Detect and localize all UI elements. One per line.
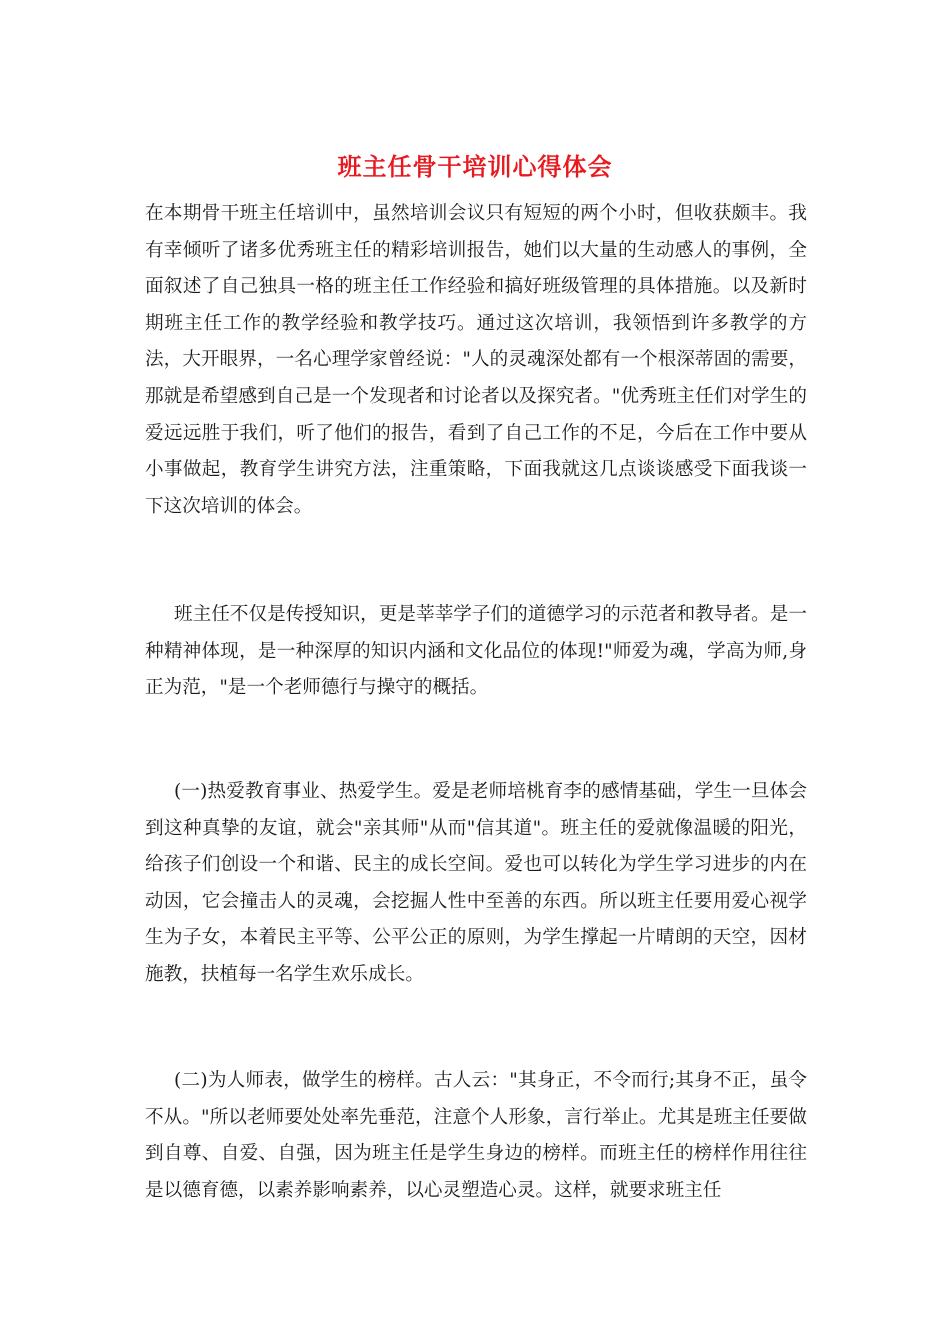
paragraph-teacher-role: 班主任不仅是传授知识，更是莘莘学子们的道德学习的示范者和教导者。是一种精神体现，是一种深厚的知识内涵和文化品位的体现!"师爱为魂，学高为师,身正为范，"是一个老师德行与操守的概括。 (145, 604, 807, 699)
paragraph-section-two: (二)为人师表，做学生的榜样。古人云："其身正，不令而行;其身不正，虽令不从。"所以老师要处处率先垂范，注意个人形象，言行举止。尤其是班主任要做到自尊、自爱、自强，因为班主任是学生身边的榜样。而班主任的榜样作用往往是以德育德，以素养影响素养，以心灵塑造心灵。这样，就要求班主任 (145, 1070, 807, 1201)
paragraph-section-one: (一)热爱教育事业、热爱学生。爱是老师培桃育李的感情基础，学生一旦体会到这种真挚的友谊，就会"亲其师"从而"信其道"。班主任的爱就像温暖的阳光，给孩子们创设一个和谐、民主的成长空间。爱也可以转化为学生学习进步的内在动因，它会撞击人的灵魂，会挖掘人性中至善的东西。所以班主任要用爱心视学生为子女，本着民主平等、公平公正的原则，为学生撑起一片晴朗的天空，因材施教，扶植每一名学生欢乐成长。 (145, 781, 807, 985)
paragraph-intro: 在本期骨干班主任培训中，虽然培训会议只有短短的两个小时，但收获颇丰。我有幸倾听了诸多优秀班主任的精彩培训报告，她们以大量的生动感人的事例，全面叙述了自己独具一格的班主任工作经验和搞好班级管理的具体措施。以及新时期班主任工作的教学经验和教学技巧。通过这次培训，我领悟到许多教学的方法，大开眼界，一名心理学家曾经说："人的灵魂深处都有一个根深蒂固的需要，那就是希望感到自己是一个发现者和讨论者以及探究者。"优秀班主任们对学生的爱远远胜于我们，听了他们的报告，看到了自己工作的不足，今后在工作中要从小事做起，教育学生讲究方法，注重策略，下面我就这几点谈谈感受下面我谈一下这次培训的体会。 (145, 203, 807, 517)
document-title: 班主任骨干培训心得体会 (337, 152, 613, 181)
